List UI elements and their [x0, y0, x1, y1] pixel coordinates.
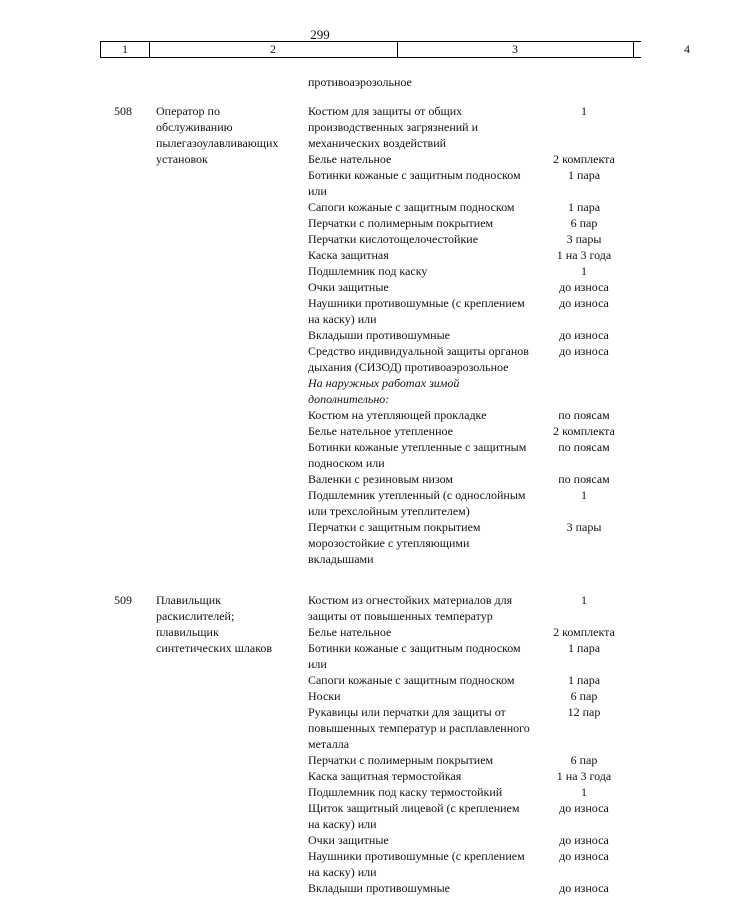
ppe-items-list — [308, 592, 638, 896]
ppe-item-row — [308, 688, 638, 704]
ppe-item-quantity: 1 — [581, 488, 587, 502]
ppe-item-quantity: по поясам — [558, 472, 610, 486]
ppe-item-name: Перчатки с полимерным покрытием — [308, 216, 494, 230]
entry-number: 509 — [114, 593, 132, 607]
ppe-item-name: Ботинки кожаные утепленные с защитным подноском или — [308, 440, 527, 470]
ppe-item-quantity: 2 комплекта — [553, 424, 615, 438]
ppe-item-quantity: 1 — [581, 593, 587, 607]
ppe-item-quantity: 12 пар — [567, 705, 601, 719]
ppe-item-row — [308, 151, 638, 167]
ppe-item-name: Перчатки кислотощелочестойкие — [308, 232, 479, 246]
ppe-item-row — [308, 103, 638, 151]
ppe-item-name: Костюм из огнестойких материалов для защиты от повышенных температур — [308, 593, 513, 623]
ppe-item-row — [308, 263, 638, 279]
page-number: 299 — [310, 27, 330, 42]
header-col-4: 4 — [684, 42, 690, 56]
ppe-item-name: Перчатки с полимерным покрытием — [308, 753, 494, 767]
ppe-item-name: Сапоги кожаные с защитным подноском — [308, 673, 515, 687]
continued-text: противоаэрозольное — [308, 75, 412, 89]
ppe-item-quantity: до износа — [559, 881, 609, 895]
ppe-item-name: Очки защитные — [308, 280, 389, 294]
ppe-item-row — [308, 375, 638, 407]
ppe-item-quantity: 1 пара — [567, 200, 601, 214]
ppe-item-name: Вкладыши противошумные — [308, 881, 450, 895]
ppe-item-row — [308, 487, 638, 519]
ppe-item-name: Средство индивидуальной защиты органов дыхания (СИЗОД) противоаэрозольное — [308, 344, 529, 374]
ppe-item-name: Белье нательное — [308, 625, 392, 639]
ppe-item-quantity: 3 пары — [566, 520, 602, 534]
ppe-item-name: Подшлемник утепленный (с однослойным или трехслойным утеплителем) — [308, 488, 526, 518]
ppe-item-row — [308, 167, 638, 199]
ppe-item-name: Ботинки кожаные с защитным подноском или — [308, 641, 521, 671]
ppe-item-row — [308, 768, 638, 784]
ppe-item-name: Ботинки кожаные с защитным подноском или — [308, 168, 521, 198]
header-col-3: 3 — [397, 42, 634, 57]
ppe-item-row — [308, 672, 638, 688]
ppe-item-name: Наушники противошумные (с креплением на каску) или — [308, 296, 525, 326]
ppe-item-quantity: до износа — [559, 328, 609, 342]
ppe-item-name: Каска защитная термостойкая — [308, 769, 462, 783]
ppe-item-row — [308, 199, 638, 215]
ppe-item-row — [308, 848, 638, 880]
ppe-item-name: Вкладыши противошумные — [308, 328, 450, 342]
ppe-item-name: Наушники противошумные (с креплением на каску) или — [308, 849, 525, 879]
ppe-item-quantity: 6 пар — [570, 753, 598, 767]
ppe-item-name: Сапоги кожаные с защитным подноском — [308, 200, 515, 214]
ppe-item-row — [308, 784, 638, 800]
ppe-item-quantity: 2 комплекта — [553, 625, 615, 639]
entry-number: 508 — [114, 104, 132, 118]
ppe-item-name: Подшлемник под каску — [308, 264, 428, 278]
ppe-item-quantity: до износа — [559, 296, 609, 310]
ppe-item-quantity: 6 пар — [570, 689, 598, 703]
ppe-item-row — [308, 519, 638, 567]
ppe-item-name: Костюм на утепляющей прокладке — [308, 408, 487, 422]
ppe-item-row — [308, 407, 638, 423]
ppe-item-row — [308, 832, 638, 848]
ppe-item-name: Перчатки с защитным покрытием морозостойкие с утепляющими вкладышами — [308, 520, 481, 566]
ppe-item-row — [308, 343, 638, 375]
ppe-item-quantity — [530, 375, 638, 407]
ppe-item-name: Рукавицы или перчатки для защиты от повышенных температур и расплавленного металла — [308, 705, 530, 751]
ppe-item-row — [308, 215, 638, 231]
ppe-item-quantity: по поясам — [558, 408, 610, 422]
profession-name: Плавильщик раскислителей; плавильщик синтетических шлаков — [156, 593, 273, 655]
ppe-item-quantity: 1 — [581, 104, 587, 118]
ppe-items-list — [308, 103, 638, 567]
ppe-item-name: Щиток защитный лицевой (с креплением на каску) или — [308, 801, 520, 831]
ppe-item-row — [308, 279, 638, 295]
ppe-item-quantity: до износа — [559, 801, 609, 815]
ppe-item-row — [308, 800, 638, 832]
ppe-item-name: Носки — [308, 689, 341, 703]
table-header — [100, 41, 690, 58]
ppe-item-row — [308, 592, 638, 624]
ppe-item-quantity: 1 — [581, 264, 587, 278]
ppe-item-row — [308, 704, 638, 752]
ppe-item-row — [308, 247, 638, 263]
ppe-item-name: Костюм для защиты от общих производственных загрязнений и механических воздействий — [308, 104, 479, 150]
ppe-item-quantity: до износа — [559, 344, 609, 358]
ppe-item-quantity: 1 пара — [567, 641, 601, 655]
ppe-item-quantity: до износа — [559, 280, 609, 294]
ppe-item-row — [308, 439, 638, 471]
ppe-item-quantity: 1 — [581, 785, 587, 799]
ppe-item-name: Валенки с резиновым низом — [308, 472, 454, 486]
ppe-item-row — [308, 752, 638, 768]
ppe-item-quantity: по поясам — [558, 440, 610, 454]
ppe-item-name: Очки защитные — [308, 833, 389, 847]
header-col-1: 1 — [101, 42, 150, 57]
ppe-item-row — [308, 231, 638, 247]
ppe-item-name: Каска защитная — [308, 248, 389, 262]
ppe-item-row — [308, 423, 638, 439]
ppe-item-quantity: 2 комплекта — [553, 152, 615, 166]
ppe-item-quantity: 1 на 3 года — [556, 769, 612, 783]
ppe-item-row — [308, 327, 638, 343]
ppe-item-quantity: 1 пара — [567, 673, 601, 687]
ppe-item-row — [308, 295, 638, 327]
ppe-item-quantity: до износа — [559, 849, 609, 863]
header-col-2: 2 — [149, 42, 398, 57]
ppe-item-row — [308, 624, 638, 640]
ppe-item-name: Белье нательное утепленное — [308, 424, 453, 438]
ppe-item-name: Подшлемник под каску термостойкий — [308, 785, 503, 799]
ppe-item-name: На наружных работах зимой дополнительно: — [308, 376, 460, 406]
ppe-item-row — [308, 471, 638, 487]
ppe-item-quantity: 6 пар — [570, 216, 598, 230]
ppe-item-quantity: 1 пара — [567, 168, 601, 182]
ppe-item-name: Белье нательное — [308, 152, 392, 166]
ppe-item-row — [308, 880, 638, 896]
profession-name: Оператор по обслуживанию пылегазоулавливающих установок — [156, 104, 279, 166]
ppe-item-quantity: до износа — [559, 833, 609, 847]
ppe-item-quantity: 3 пары — [566, 232, 602, 246]
ppe-item-row — [308, 640, 638, 672]
ppe-item-quantity: 1 на 3 года — [556, 248, 612, 262]
